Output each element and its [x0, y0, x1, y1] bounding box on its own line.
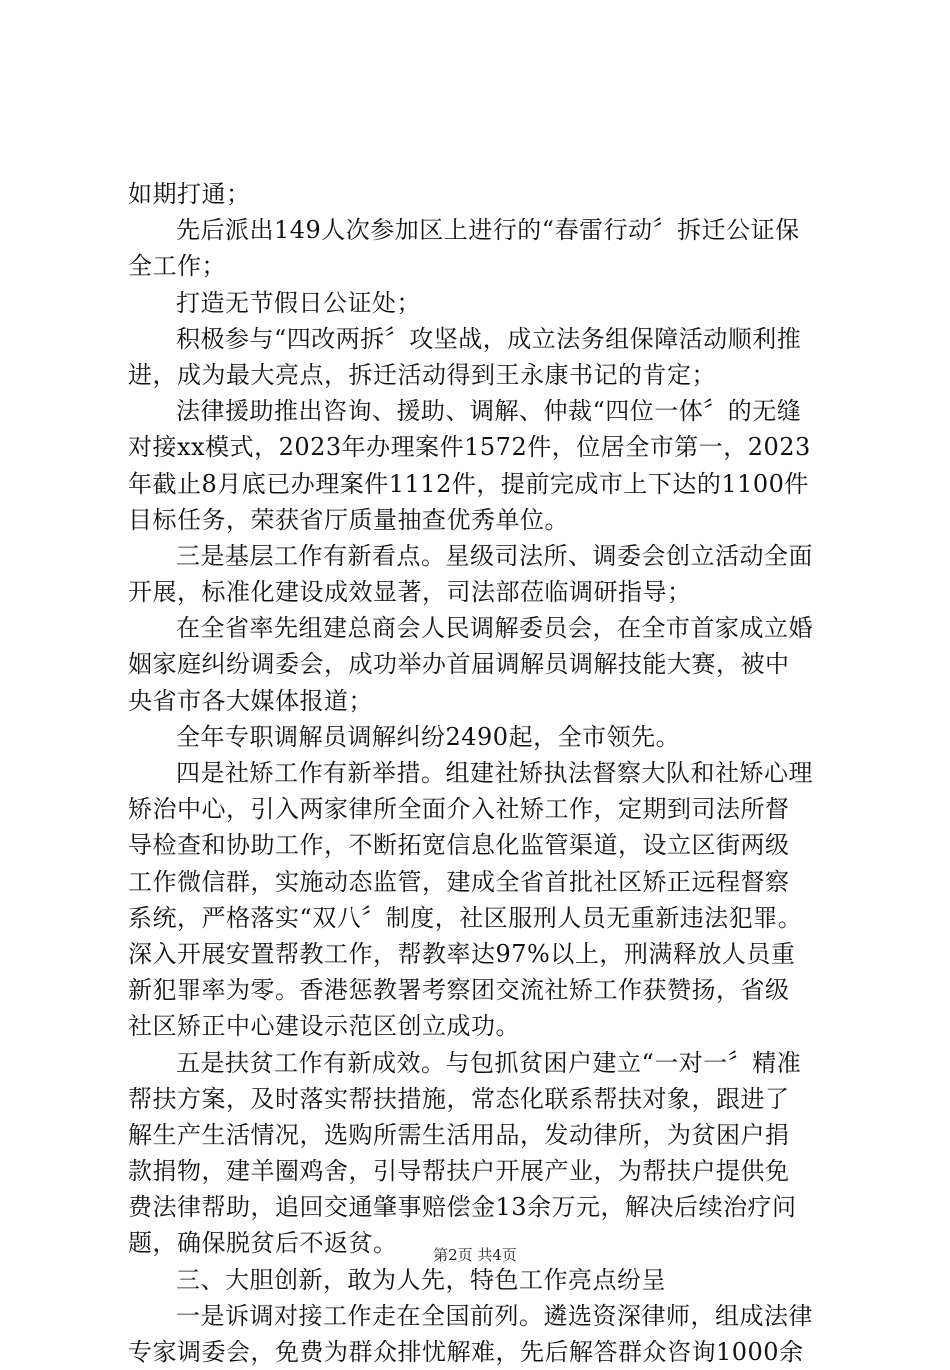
- text-line: 全工作；: [128, 252, 226, 281]
- text-line: 费法律帮助，追回交通肇事赔偿金13余万元，解决后续治疗问: [128, 1193, 797, 1222]
- text-line: 积极参与“四改两拆〞攻坚战，成立法务组保障活动顺利推: [176, 324, 802, 353]
- text-line: 在全省率先组建总商会人民调解委员会，在全市首家成立婚: [176, 614, 813, 643]
- text-line: 系统，严格落实“双八〞制度，社区服刑人员无重新违法犯罪。: [128, 903, 803, 932]
- text-line: 工作微信群，实施动态监管，建成全省首批社区矫正远程督察: [128, 867, 790, 896]
- page-footer: 第2页 共4页: [433, 1246, 517, 1264]
- text-line: 解生产生活情况，选购所需生活用品，发动律所，为贫困户捐: [128, 1120, 790, 1149]
- text-line: 对接xx模式，2023年办理案件1572件，位居全市第一，2023: [128, 433, 811, 462]
- text-line: 央省市各大媒体报道；: [128, 686, 373, 715]
- text-line: 社区矫正中心建设示范区创立成功。: [128, 1012, 520, 1041]
- text-line: 法律援助推出咨询、援助、调解、仲裁“四位一体〞的无缝: [176, 397, 802, 426]
- body-text: [128, 176, 832, 1370]
- text-line: 全年专职调解员调解纠纷2490起，全市领先。: [176, 722, 681, 751]
- text-line: 年截止8月底已办理案件1112件，提前完成市上下达的1100件: [128, 469, 809, 498]
- text-line: 三是基层工作有新看点。星级司法所、调委会创立活动全面: [176, 541, 813, 570]
- section-heading: 三、大胆创新，敢为人先，特色工作亮点纷呈: [176, 1265, 666, 1294]
- text-line: 帮扶方案，及时落实帮扶措施，常态化联系帮扶对象，跟进了: [128, 1084, 790, 1113]
- text-line: 题，确保脱贫后不返贫。: [128, 1229, 398, 1258]
- text-line: 如期打通；: [128, 180, 251, 208]
- text-line: 矫治中心，引入两家律所全面介入社矫工作，定期到司法所督: [128, 795, 790, 824]
- text-line: 一是诉调对接工作走在全国前列。遴选资深律师，组成法律: [176, 1301, 813, 1330]
- text-line: 专家调委会，免费为群众排忧解难，先后解答群众咨询1000余: [128, 1338, 804, 1366]
- text-line: 打造无节假日公证处；: [176, 288, 421, 317]
- text-line: 款捐物，建羊圈鸡舍，引导帮扶户开展产业，为帮扶户提供免: [128, 1157, 790, 1186]
- text-line: 先后派出149人次参加区上进行的“春雷行动〞拆迁公证保: [176, 216, 800, 245]
- text-line: 姻家庭纠纷调委会，成功举办首届调解员调解技能大赛，被中: [128, 650, 790, 679]
- text-line: 五是扶贫工作有新成效。与包抓贫困户建立“一对一〞精准: [176, 1048, 802, 1077]
- text-line: 深入开展安置帮教工作，帮教率达97%以上，刑满释放人员重: [128, 939, 796, 968]
- text-line: 目标任务，荣获省厅质量抽查优秀单位。: [128, 505, 569, 534]
- text-line: 新犯罪率为零。香港惩教署考察团交流社矫工作获赞扬，省级: [128, 976, 790, 1005]
- text-line: 四是社矫工作有新举措。组建社矫执法督察大队和社矫心理: [176, 759, 813, 787]
- text-line: 进，成为最大亮点，拆迁活动得到王永康书记的肯定；: [128, 360, 716, 389]
- text-line: 开展，标准化建设成效显著，司法部莅临调研指导；: [128, 578, 692, 607]
- text-line: 导检查和协助工作，不断拓宽信息化监管渠道，设立区街两级: [128, 831, 790, 860]
